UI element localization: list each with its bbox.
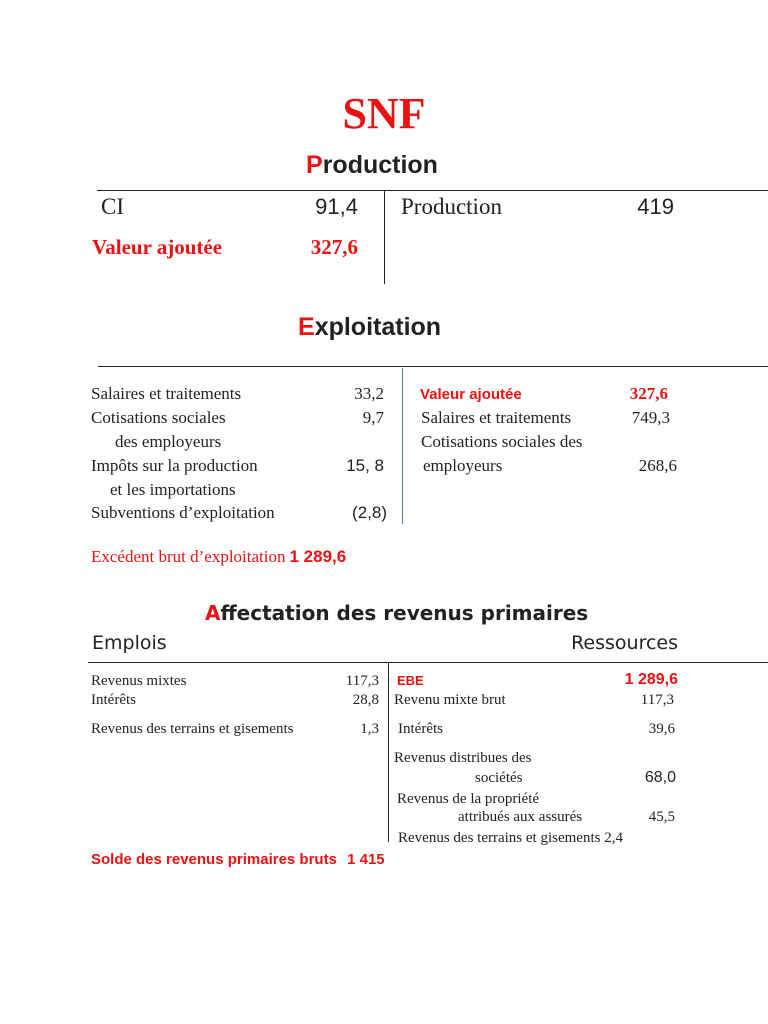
production-va-label: Valeur ajoutée xyxy=(92,235,223,259)
affectation-heading xyxy=(205,600,588,626)
ressources-propriete-label-cont: attribués aux assurés xyxy=(458,809,583,825)
ressources-propriete-label: Revenus de la propriété xyxy=(397,791,540,807)
exploitation-right-cotisations-value: 268,6 xyxy=(638,456,677,475)
exploitation-right-cotisations-label-cont: employeurs xyxy=(423,456,503,475)
exploitation-right-salaires-value: 749,3 xyxy=(631,408,670,427)
ressources-distribues-label-cont: sociétés xyxy=(475,770,523,786)
exploitation-divider xyxy=(402,368,403,524)
emplois-mixtes-label: Revenus mixtes xyxy=(91,673,187,689)
exploitation-right-cotisations-label: Cotisations sociales des xyxy=(421,432,583,451)
ressources-interets-value: 39,6 xyxy=(648,721,675,737)
production-va-value: 327,6 xyxy=(310,235,358,259)
ressources-mixte-value: 117,3 xyxy=(640,692,674,708)
affectation-heading-rest: ffectation des revenus primaires xyxy=(220,601,589,625)
production-heading-initial: P xyxy=(306,151,323,179)
ressources-terrains-value: 2,4 xyxy=(604,830,623,846)
exploitation-impots-value: 15, 8 xyxy=(346,456,384,475)
ressources-terrains-line xyxy=(398,829,623,847)
emplois-label: Emplois xyxy=(92,632,167,654)
affectation-top-line xyxy=(88,662,768,663)
emplois-interets-label: Intérêts xyxy=(91,692,136,708)
production-heading xyxy=(306,150,438,180)
emplois-mixtes-value: 117,3 xyxy=(345,673,379,689)
ressources-terrains-label: Revenus des terrains et gisements xyxy=(398,830,601,846)
exploitation-va-label: Valeur ajoutée xyxy=(420,386,522,403)
production-ci-label: CI xyxy=(101,194,124,219)
exploitation-subventions-label: Subventions d’exploitation xyxy=(91,503,275,522)
production-ci-value: 91,4 xyxy=(315,194,358,219)
ressources-ebe-label: EBE xyxy=(397,673,424,688)
exploitation-subventions-value: (2,8) xyxy=(352,503,387,522)
emplois-interets-value: 28,8 xyxy=(352,692,379,708)
exploitation-impots-label: Impôts sur la production xyxy=(91,456,258,475)
ressources-ebe-value: 1 289,6 xyxy=(624,671,678,688)
exploitation-va-value: 327,6 xyxy=(629,384,668,403)
exploitation-top-line xyxy=(98,366,768,367)
exploitation-salaires-value: 33,2 xyxy=(354,384,384,403)
ebe-value: 1 289,6 xyxy=(289,547,347,566)
exploitation-right-salaires-label: Salaires et traitements xyxy=(421,408,572,427)
ebe-line xyxy=(91,546,346,569)
solde-line xyxy=(91,850,385,870)
exploitation-salaires-label: Salaires et traitements xyxy=(91,384,242,403)
exploitation-heading-initial: E xyxy=(298,313,315,341)
ressources-distribues-label: Revenus distribues des xyxy=(394,750,532,766)
emplois-terrains-value: 1,3 xyxy=(360,721,379,737)
ressources-distribues-value: 68,0 xyxy=(644,769,676,786)
ebe-label: Excédent brut d’exploitation xyxy=(91,547,286,566)
exploitation-cotisations-value: 9,7 xyxy=(362,408,384,427)
ressources-mixte-label: Revenu mixte brut xyxy=(394,692,506,708)
production-heading-rest: roduction xyxy=(322,151,438,179)
ressources-label: Ressources xyxy=(571,632,678,654)
affectation-divider xyxy=(388,662,389,842)
emplois-terrains-label: Revenus des terrains et gisements xyxy=(91,721,294,737)
solde-value: 1 415 xyxy=(347,851,385,868)
affectation-heading-initial: A xyxy=(205,601,221,625)
exploitation-heading-rest: xploitation xyxy=(314,313,442,341)
production-divider xyxy=(384,190,385,284)
exploitation-cotisations-label-cont: des employeurs xyxy=(115,432,222,451)
solde-label: Solde des revenus primaires bruts xyxy=(91,851,337,868)
exploitation-heading xyxy=(298,312,441,342)
ressources-interets-label: Intérêts xyxy=(398,721,443,737)
production-top-line xyxy=(97,190,768,191)
production-production-label: Production xyxy=(401,194,502,219)
page-title: SNF xyxy=(342,89,426,138)
exploitation-impots-label-cont: et les importations xyxy=(110,480,236,499)
exploitation-cotisations-label: Cotisations sociales xyxy=(91,408,226,427)
ressources-propriete-value: 45,5 xyxy=(648,809,675,825)
production-production-value: 419 xyxy=(637,194,674,219)
